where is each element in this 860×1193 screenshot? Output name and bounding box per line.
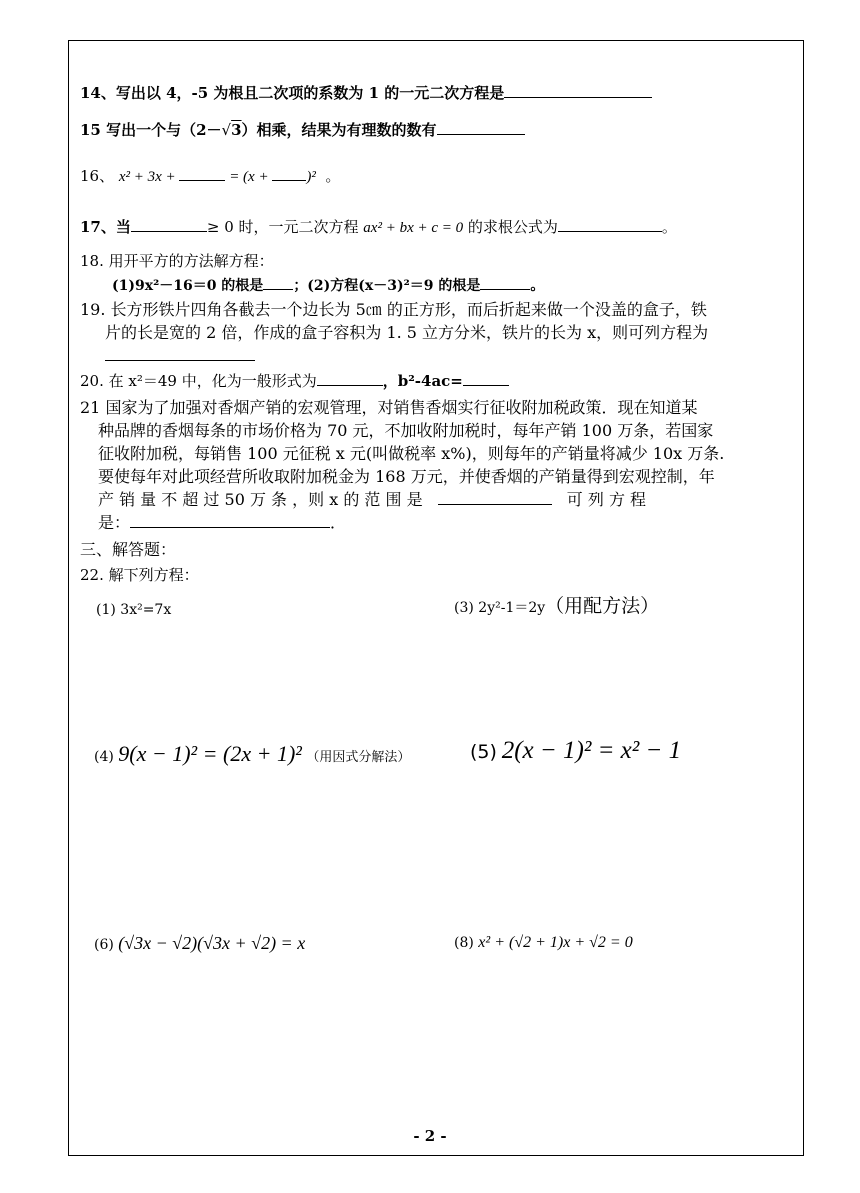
problem-6: (6) (√3x − √2)(√3x + √2) = x	[94, 933, 306, 953]
problem-4: (4) 9(x − 1)² = (2x + 1)² （用因式分解法）	[94, 741, 411, 766]
section-title: 三、解答题：	[80, 540, 177, 559]
question-18-title: 18. 用开平方的方法解方程：	[80, 252, 274, 270]
question-14: 14、写出以 4，-5 为根且二次项的系数为 1 的一元二次方程是	[80, 83, 652, 102]
answer-blank[interactable]	[105, 346, 255, 361]
question-20: 20. 在 x²＝49 中，化为一般形式为 ，b²-4ac=	[80, 371, 509, 390]
answer-blank[interactable]	[504, 83, 652, 98]
question-22-title: 22. 解下列方程：	[80, 566, 199, 584]
question-18-parts: (1)9x²－16＝0 的根是 ；(2)方程(x－3)²＝9 的根是 。	[112, 275, 544, 295]
problem-8: (8) x² + (√2 + 1)x + √2 = 0	[454, 934, 633, 951]
answer-blank[interactable]	[272, 166, 306, 181]
answer-blank[interactable]	[480, 275, 530, 290]
answer-blank[interactable]	[179, 166, 225, 181]
page-number: - 2 -	[413, 1127, 447, 1145]
question-17: 17、当 ≥ 0 时，一元二次方程 ax² + bx + c = 0 的求根公式为 。	[80, 218, 677, 236]
question-15: 15 写出一个与（2－√3）相乘，结果为有理数的数有	[80, 120, 525, 139]
problem-3: (3) 2y²-1＝2y（用配方法）	[454, 595, 660, 617]
answer-blank[interactable]	[558, 217, 662, 232]
answer-blank[interactable]	[463, 371, 509, 386]
question-19: 19. 长方形铁片四角各截去一个边长为 5㎝ 的正方形，而后折起来做一个没盖的盒子，铁 片的长是宽的 2 倍，作成的盒子容积为 1. 5 立方分米，铁片的长为 x，则可列方程为	[80, 298, 785, 367]
answer-blank[interactable]	[317, 371, 383, 386]
answer-blank[interactable]	[131, 217, 207, 232]
answer-blank[interactable]	[437, 120, 525, 135]
problem-1: (1) 3x²=7x	[96, 602, 172, 618]
answer-blank[interactable]	[263, 275, 293, 290]
answer-blank[interactable]	[438, 490, 552, 505]
question-21: 21 国家为了加强对香烟产销的宏观管理，对销售香烟实行征收附加税政策．现在知道某 种品牌的香烟每条的市场价格为 70 元，不加收附加税时，每年产销 100 万条，若国家 征收附加税，每销售 100 元征税 x 元(叫做税率 x%)，则每年的产销量将减少 10x 万条. 要使每年对此项经营所收取附加税金为 168 万元，并使香烟的产销量得到宏观控制，年 产 销 量 不 超 过 50 万 条 ，则 x 的 范 围 是 可 列 方 程 是： ．	[80, 398, 725, 532]
answer-blank[interactable]	[130, 513, 330, 528]
problem-5: (5) 2(x − 1)² = x² − 1	[470, 737, 682, 764]
page-border	[68, 40, 804, 1156]
question-16: 16、 x² + 3x + = (x + )² 。	[80, 167, 341, 185]
